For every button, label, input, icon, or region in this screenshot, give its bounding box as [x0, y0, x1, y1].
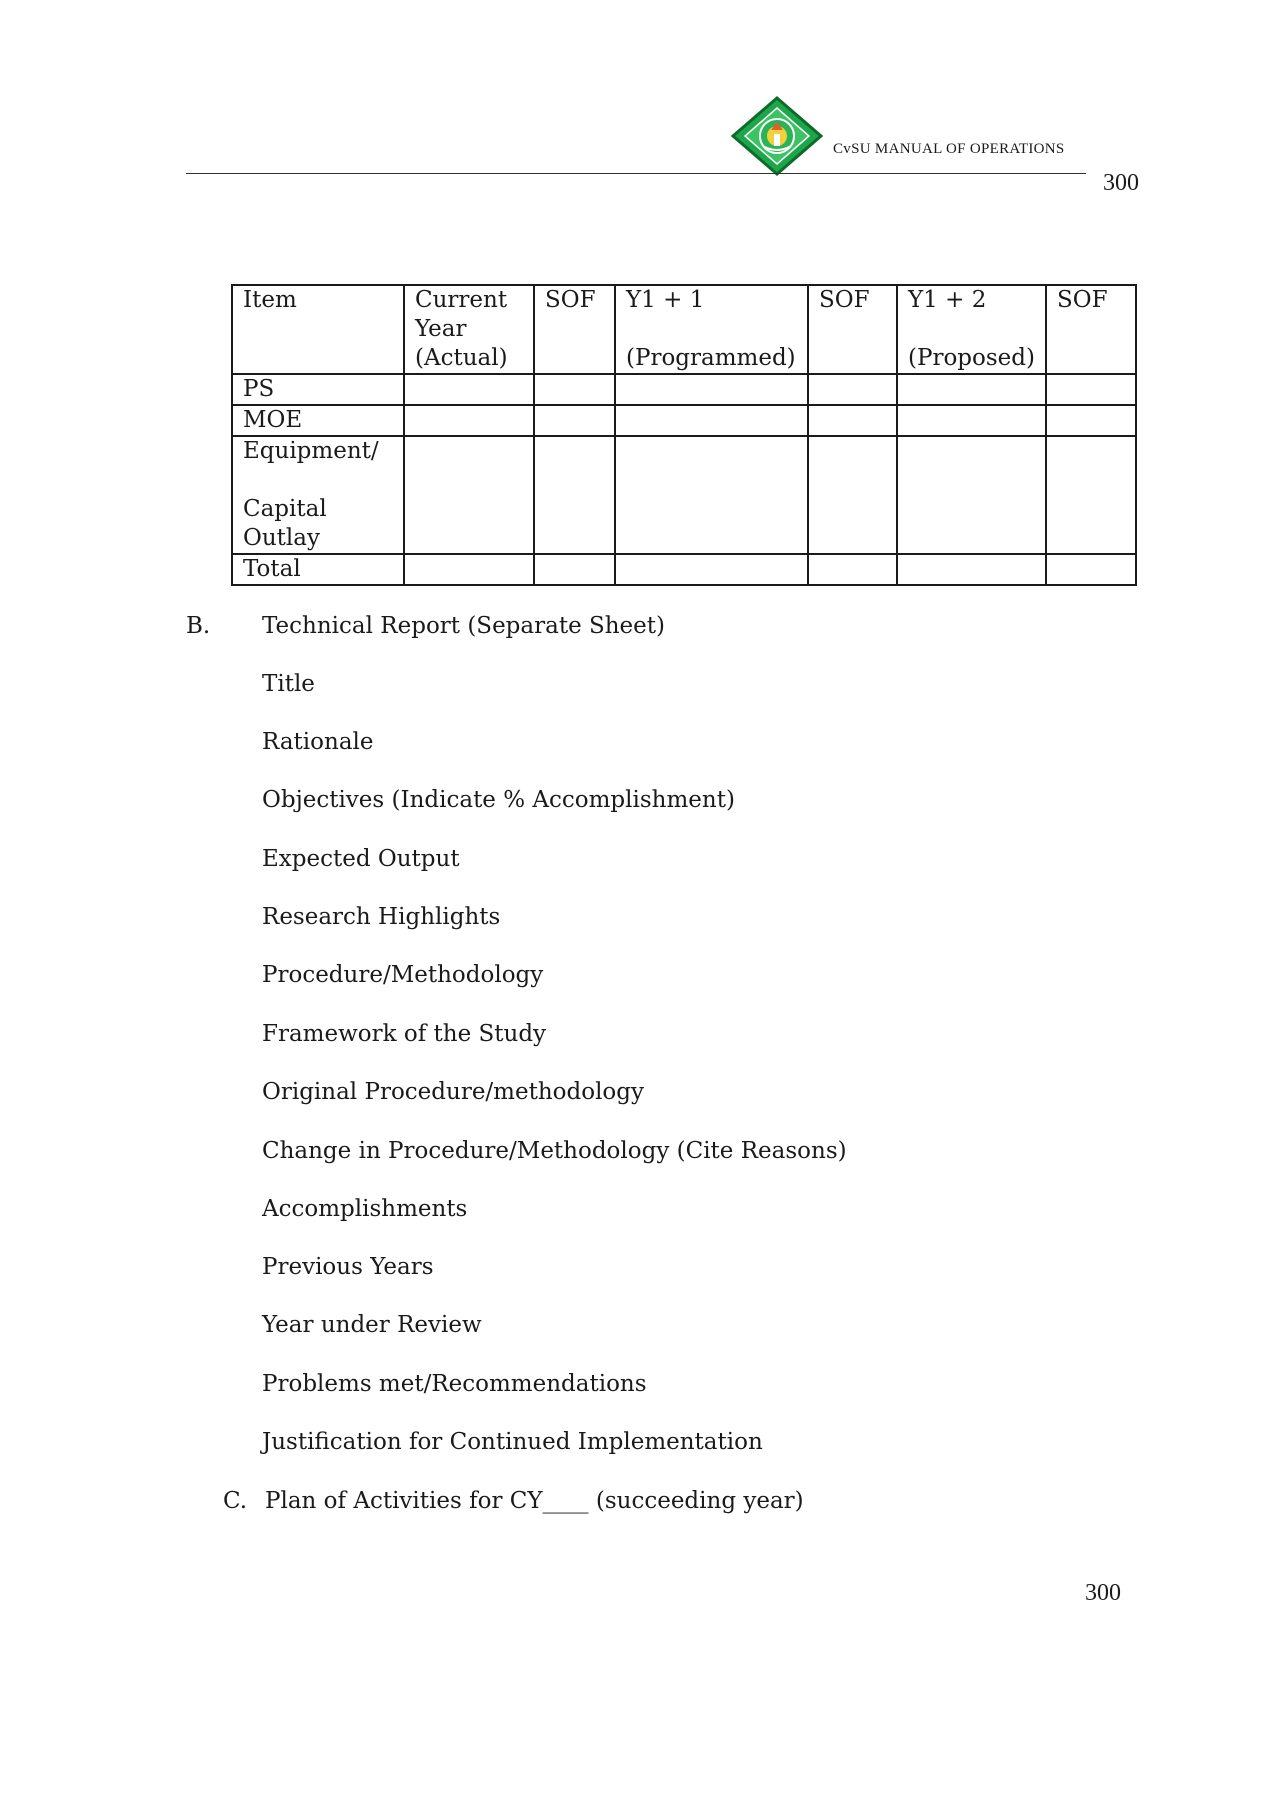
table-cell [534, 436, 615, 554]
list-item: Change in Procedure/Methodology (Cite Reasons) [262, 1138, 847, 1164]
column-header: SOF [534, 285, 615, 374]
table-cell [897, 436, 1046, 554]
header-rule [186, 173, 1086, 174]
page-number-bottom: 300 [1085, 1580, 1121, 1606]
table-cell [1046, 405, 1136, 436]
list-item: Problems met/Recommendations [262, 1371, 647, 1397]
row-label: MOE [232, 405, 404, 436]
list-item: Procedure/Methodology [262, 962, 544, 988]
column-header: Y1 + 1 (Programmed) [615, 285, 808, 374]
table-cell [404, 554, 534, 585]
table-cell [1046, 374, 1136, 405]
table-header-row [232, 285, 1136, 374]
cvsu-seal-icon [731, 96, 823, 176]
table-row [232, 554, 1136, 585]
list-item: Original Procedure/methodology [262, 1079, 644, 1105]
column-header: SOF [1046, 285, 1136, 374]
table-cell [404, 436, 534, 554]
table-cell [534, 554, 615, 585]
table-cell [897, 374, 1046, 405]
section-c-title: Plan of Activities for CY____ (succeeding year) [265, 1488, 804, 1514]
table-cell [615, 405, 808, 436]
table-cell [808, 405, 897, 436]
manual-title: CvSU MANUAL OF OPERATIONS [833, 141, 1065, 157]
row-label: Total [232, 554, 404, 585]
table-row [232, 405, 1136, 436]
table-cell [404, 374, 534, 405]
table-cell [615, 436, 808, 554]
section-c-letter: C. [223, 1488, 248, 1514]
table-cell [534, 405, 615, 436]
table-cell [1046, 436, 1136, 554]
list-item: Justification for Continued Implementation [262, 1429, 763, 1455]
list-item: Previous Years [262, 1254, 434, 1280]
section-b-title: Technical Report (Separate Sheet) [262, 613, 665, 639]
table-cell [897, 405, 1046, 436]
section-b-letter: B. [186, 613, 211, 639]
budget-table [231, 284, 1137, 586]
column-header: Y1 + 2 (Proposed) [897, 285, 1046, 374]
column-header: Item [232, 285, 404, 374]
table-row [232, 374, 1136, 405]
column-header: SOF [808, 285, 897, 374]
table-row [232, 436, 1136, 554]
list-item: Expected Output [262, 846, 460, 872]
list-item: Research Highlights [262, 904, 501, 930]
row-label: Equipment/ Capital Outlay [232, 436, 404, 554]
list-item: Title [262, 671, 315, 697]
table-cell [404, 405, 534, 436]
row-label: PS [232, 374, 404, 405]
list-item: Objectives (Indicate % Accomplishment) [262, 787, 735, 813]
page-number-top: 300 [1103, 170, 1139, 196]
table-cell [897, 554, 1046, 585]
list-item: Accomplishments [262, 1196, 468, 1222]
column-header: Current Year (Actual) [404, 285, 534, 374]
table-cell [808, 374, 897, 405]
list-item: Year under Review [262, 1312, 482, 1338]
list-item: Rationale [262, 729, 374, 755]
table-cell [534, 374, 615, 405]
table-cell [615, 374, 808, 405]
table-cell [1046, 554, 1136, 585]
table-cell [615, 554, 808, 585]
list-item: Framework of the Study [262, 1021, 547, 1047]
table-cell [808, 554, 897, 585]
table-cell [808, 436, 897, 554]
